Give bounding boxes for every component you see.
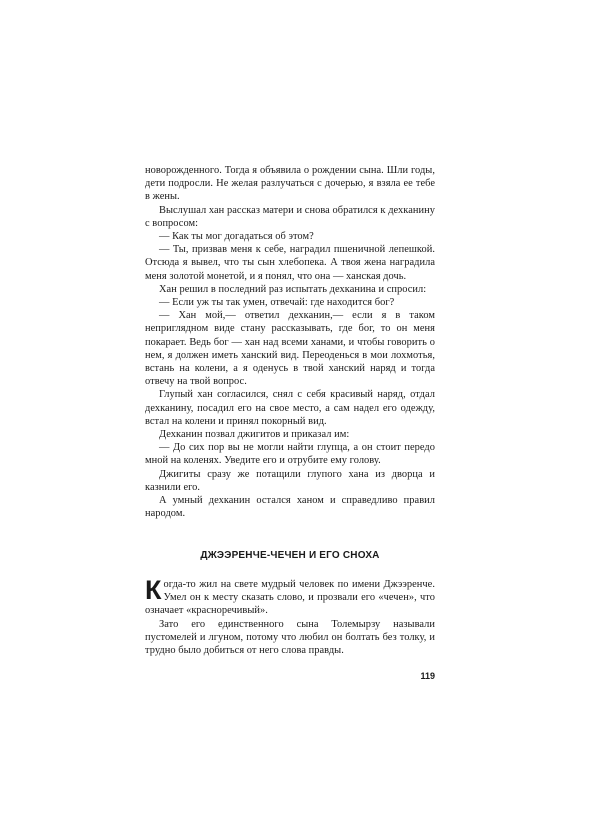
new-story-text <box>145 575 435 657</box>
opening-paragraph-text: огда-то жил на свете мудрый человек по имени Джээренче. Умел он к месту сказать слово, и прозвали его «чечен», что означает «красноречивый». <box>145 579 435 617</box>
paragraph: Глупый хан согласился, снял с себя красивый наряд, отдал дехканину, посадил его на свое место, а сам надел его одежду, встал на колени и принял покорный вид. <box>145 389 435 427</box>
paragraph: Выслушал хан рассказ матери и снова обратился к дехканину с вопросом: <box>145 204 435 229</box>
opening-paragraph <box>145 575 435 618</box>
paragraph: — Если уж ты так умен, отвечай: где находится бог? <box>159 297 395 309</box>
paragraph: Дехканин позвал джигитов и приказал им: <box>159 429 350 441</box>
paragraph: Хан решил в последний раз испытать дехканина и спросил: <box>159 283 427 295</box>
paragraph: — Как ты мог догадаться об этом? <box>159 231 314 243</box>
paragraph: — Хан мой,— ответил дехканин,— если я в таком неприглядном виде стану рассказывать, где бог, то он меня покарает. Ведь бог — хан над всеми ханами, и чтобы говорить о нем, я должен иметь ханский вид. Переоденься в мои лохмотья, встань на колени, а я оденусь в твой ханский наряд и тогда отвечу на твой вопрос. <box>145 310 435 388</box>
paragraph: А умный дехканин остался ханом и справедливо правил народом. <box>145 495 435 520</box>
paragraph: новорожденного. Тогда я объявила о рождении сына. Шли годы, дети подросли. Не желая разлучаться с дочерью, я взяла ее тебе в жены. <box>145 165 435 203</box>
story-ending-text <box>145 164 435 520</box>
paragraph: — Ты, призвав меня к себе, наградил пшеничной лепешкой. Отсюда я вывел, что ты сын хлебопека. А твоя жена наградила меня золотой монетой, и я понял, что она — ханская дочь. <box>145 244 435 282</box>
page-number: 119 <box>420 671 435 681</box>
paragraph: Джигиты сразу же потащили глупого хана из дворца и казнили его. <box>145 468 435 493</box>
paragraph: Зато его единственного сына Толемырзу называли пустомелей и лгуном, потому что любил он болтать без толку, и трудно было добиться от него слова правды. <box>145 618 435 657</box>
drop-cap-letter: К <box>145 575 162 605</box>
paragraph: — До сих пор вы не могли найти глупца, а он стоит передо мной на коленях. Уведите его и отрубите ему голову. <box>145 442 435 467</box>
section-title: ДЖЭЭРЕНЧЕ-ЧЕЧЕН И ЕГО СНОХА <box>200 550 380 561</box>
